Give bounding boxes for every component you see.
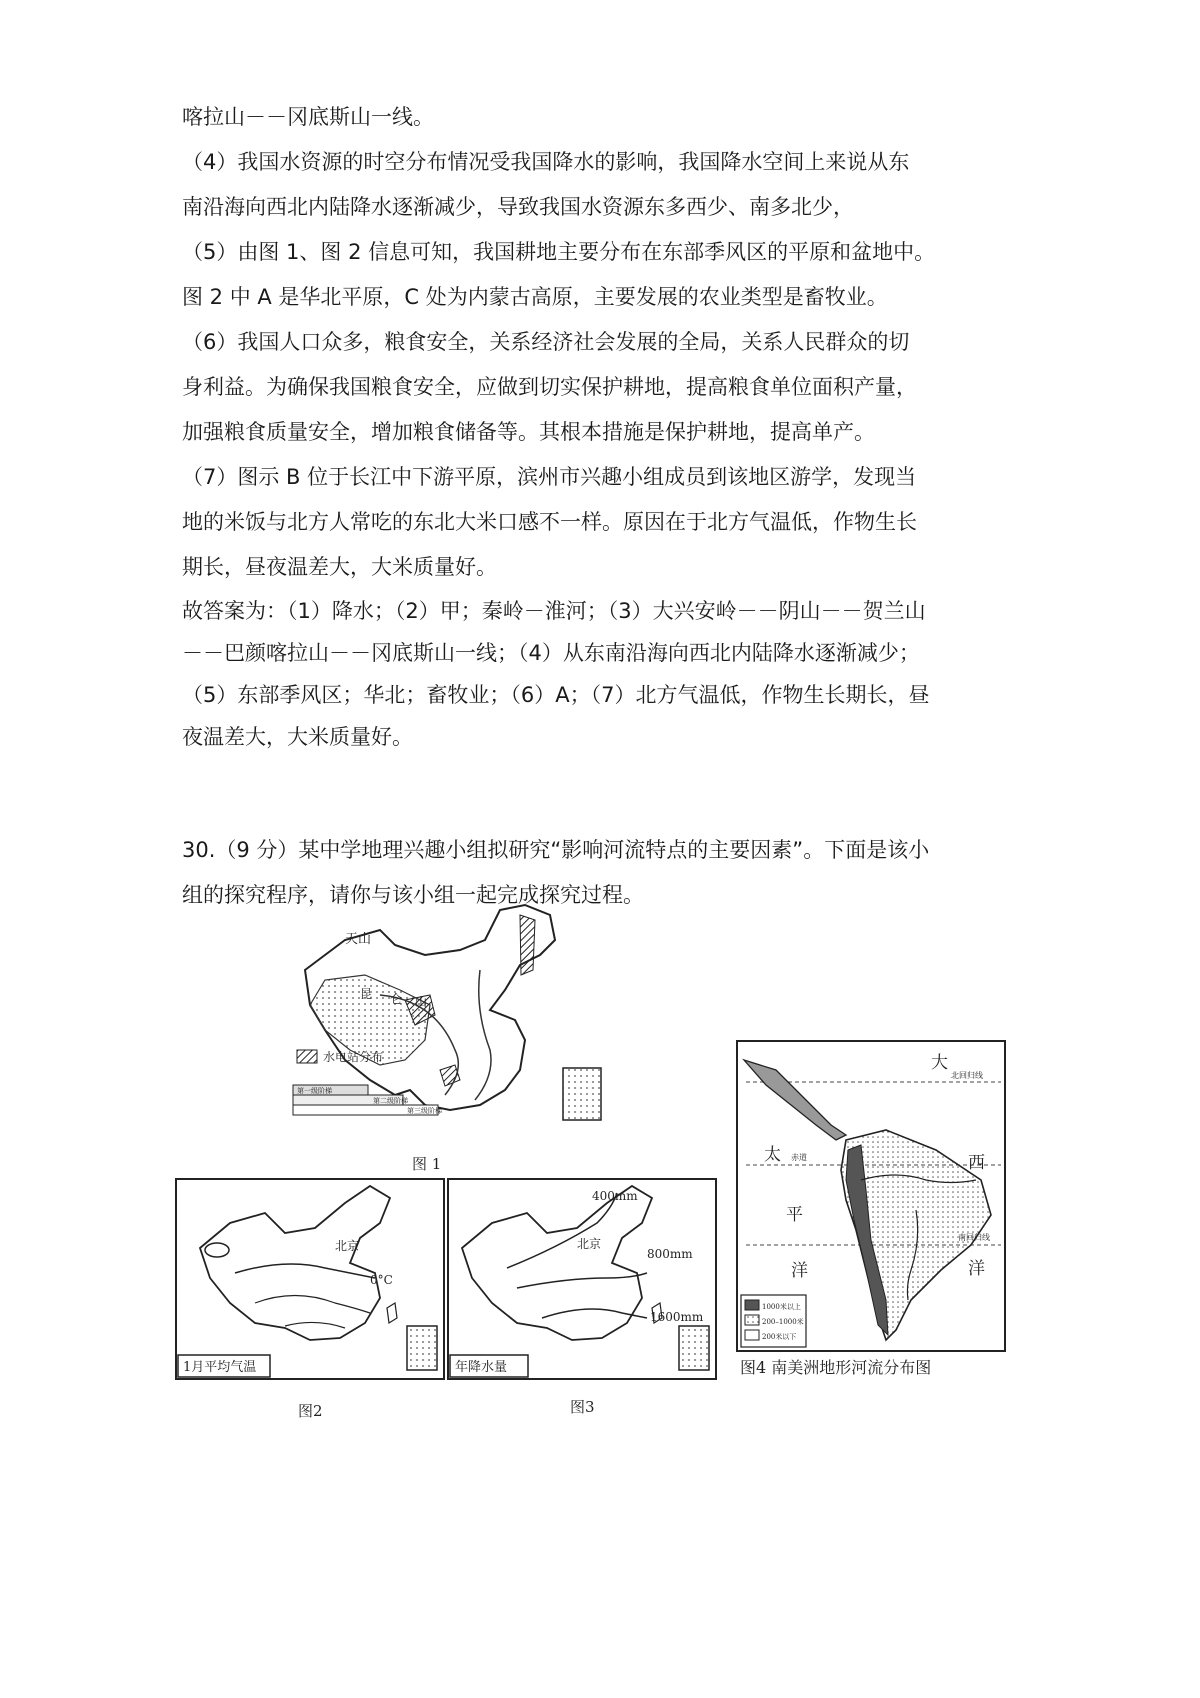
legend-swatch xyxy=(745,1330,759,1340)
label-shan: 山 xyxy=(415,995,428,1009)
label-equator: 赤道 xyxy=(791,1153,807,1162)
south-sea-inset xyxy=(407,1326,437,1370)
question-line: 30.（9 分）某中学地理兴趣小组拟研究“影响河流特点的主要因素”。下面是该小 xyxy=(182,838,930,862)
answer-line: 南沿海向西北内陆降水逐渐减少，导致我国水资源东多西少、南多北少， xyxy=(182,195,854,219)
south-sea-inset xyxy=(563,1068,601,1120)
label-beijing: 北京 xyxy=(577,1237,602,1251)
legend-swatch xyxy=(745,1315,759,1325)
hydropower-belt xyxy=(520,915,535,975)
label-kunlun: 仑 xyxy=(390,992,403,1006)
figure3-title: 年降水量 xyxy=(455,1360,508,1375)
figure2-map xyxy=(175,1178,445,1380)
answer-line: 加强粮食质量安全，增加粮食储备等。其根本措施是保护耕地，提高单产。 xyxy=(182,420,875,444)
label-south-tropic: 南回归线 xyxy=(958,1233,990,1242)
label-iso800: 800mm xyxy=(647,1247,693,1261)
frame xyxy=(176,1179,444,1379)
answer-line: 喀拉山－－冈底斯山一线。 xyxy=(182,105,434,129)
figure3-map xyxy=(447,1178,717,1380)
label-ocean: 洋 xyxy=(968,1259,985,1279)
answer-line: （6）我国人口众多，粮食安全，关系经济社会发展的全局，关系人民群众的切 xyxy=(182,330,910,354)
label-ocean: 洋 xyxy=(791,1261,808,1281)
legend-swatch xyxy=(745,1300,759,1310)
figure2-caption: 图2 xyxy=(298,1402,323,1420)
step-boundary xyxy=(475,970,491,1100)
label-ocean: 平 xyxy=(786,1205,803,1225)
label-north-tropic: 北回归线 xyxy=(951,1071,983,1080)
label-iso1600: 1600mm xyxy=(650,1310,704,1324)
legend-label: 200–1000米 xyxy=(762,1318,804,1326)
label-ocean: 西 xyxy=(968,1153,985,1173)
answer-line: 期长，昼夜温差大，大米质量好。 xyxy=(182,555,497,579)
label-iso400: 400mm xyxy=(592,1189,638,1203)
label-kunlun: 昆 xyxy=(360,987,373,1001)
final-answer-line: 故答案为：（1）降水；（2）甲；秦岭－淮河；（3）大兴安岭－－阴山－－贺兰山 xyxy=(182,599,926,623)
legend-label: 水电站分布 xyxy=(323,1050,384,1064)
final-answer-line: 夜温差大，大米质量好。 xyxy=(182,725,413,749)
figure4-map xyxy=(736,1040,1006,1352)
figure1-map xyxy=(285,900,625,1150)
legend-label: 第三级阶梯 xyxy=(407,1107,442,1115)
final-answer-line: －－巴颜喀拉山－－冈底斯山一线；（4）从东南沿海向西北内陆降水逐渐减少； xyxy=(182,641,920,665)
figure2-title: 1月平均气温 xyxy=(183,1360,257,1375)
final-answer-paragraph xyxy=(182,590,1022,758)
answer-line: （5）由图 1、图 2 信息可知，我国耕地主要分布在东部季风区的平原和盆地中。 xyxy=(182,240,936,264)
answer-line: （4）我国水资源的时空分布情况受我国降水的影响，我国降水空间上来说从东 xyxy=(182,150,910,174)
label-isotherm: 0°C xyxy=(370,1273,393,1287)
label-beijing: 北京 xyxy=(335,1239,360,1253)
label-ocean: 大 xyxy=(931,1053,948,1073)
answer-paragraph xyxy=(182,95,1022,590)
label-tianshan: 天山 xyxy=(345,932,372,947)
figure3-caption: 图3 xyxy=(570,1398,595,1416)
answer-line: 图 2 中 A 是华北平原，C 处为内蒙古高原，主要发展的农业类型是畜牧业。 xyxy=(182,285,888,309)
legend-label: 1000米以上 xyxy=(762,1303,801,1311)
south-sea-inset xyxy=(679,1326,709,1370)
final-answer-line: （5）东部季风区；华北；畜牧业；（6）A；（7）北方气温低，作物生长期长，昼 xyxy=(182,683,930,707)
figure1-caption: 图 1 xyxy=(412,1155,442,1173)
legend-swatch-hydropower xyxy=(297,1050,317,1063)
legend-label: 第二级阶梯 xyxy=(373,1097,408,1105)
answer-line: （7）图示 B 位于长江中下游平原，滨州市兴趣小组成员到该地区游学，发现当 xyxy=(182,465,917,489)
answer-line: 身利益。为确保我国粮食安全，应做到切实保护耕地，提高粮食单位面积产量， xyxy=(182,375,917,399)
legend-label: 第一级阶梯 xyxy=(297,1087,332,1095)
label-ocean: 太 xyxy=(764,1145,781,1165)
question-line: 组的探究程序，请你与该小组一起完成探究过程。 xyxy=(182,883,644,907)
legend-label: 200米以下 xyxy=(762,1333,797,1341)
answer-line: 地的米饭与北方人常吃的东北大米口感不一样。原因在于北方气温低，作物生长 xyxy=(182,510,917,534)
figure4-caption: 图4 南美洲地形河流分布图 xyxy=(740,1358,932,1377)
